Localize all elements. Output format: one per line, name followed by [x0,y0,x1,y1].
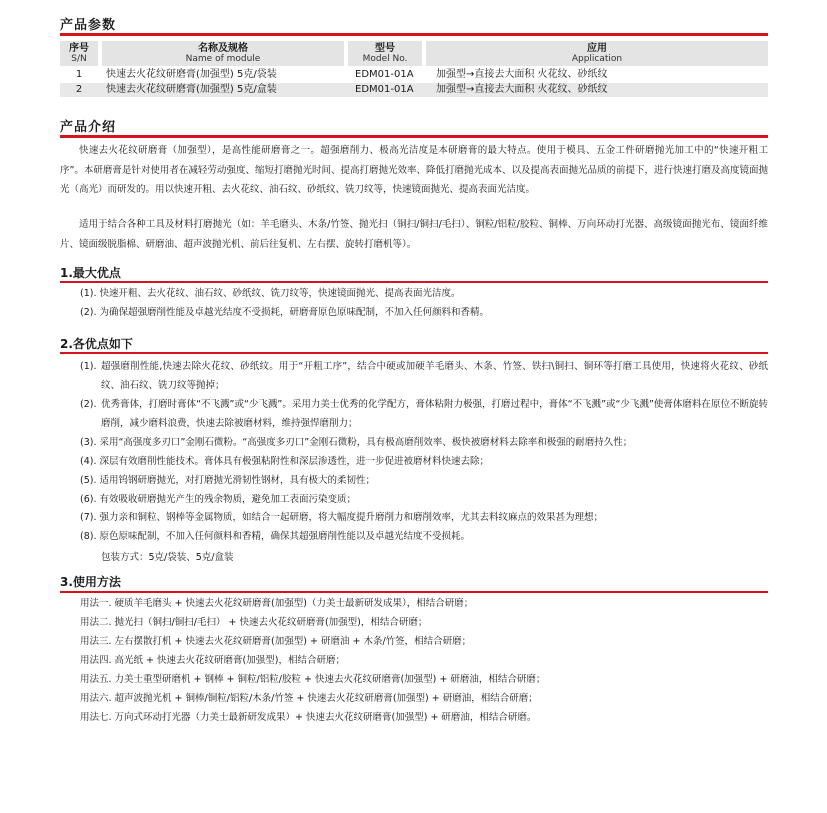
header-model-en: Model No. [362,54,408,64]
row-application: 加强型→直接去大面积 火花纹、砂纸纹 [436,69,608,80]
list-item [80,357,768,395]
usage-divider [60,591,768,593]
list-item: 用法五. 力美士重型研磨机 + 钢棒 + 铜粒/铝粒/胶粒 + 快速去火花纹研磨膏(加强型) + 研磨油，相结合研磨； [80,674,546,685]
intro-divider [60,135,768,138]
row-sn: 1 [75,69,83,80]
list-item [80,527,470,546]
header-sn-en: S/N [71,54,87,64]
row-application: 加强型→直接去大面积 火花纹、砂纸纹 [436,84,608,95]
header-model [348,41,422,66]
intro-paragraph-1: 快速去火花纹研磨膏（加强型），是高性能研磨膏之一。超强磨削力、极高光洁度是本研磨膏的最大特点。使用于模具、五金工件研磨抛光加工中的“快速开粗工序”。本研磨膏是针对使用者在减轻劳动强度、缩短打磨抛光时间、提高打磨抛光效率、降低打磨抛光成本、以及提高表面抛光品质的前提下，进行快速打磨及高度镜面抛光（高光）而研发的。用以快速开粗、去火花纹、油石纹、砂纸纹、铣刀纹等，快速镜面抛光、提高表面光洁度。 [60,145,768,195]
item-text: 强力亲和铜粒、钢棒等金属物质，如结合一起研磨，将大幅度提升磨削力和磨削效率，尤其去料纹麻点的效果甚为理想； [99,512,604,523]
packaging-info: 包装方式：5克/袋装、5克/盒装 [101,552,234,563]
list-item [80,452,489,471]
header-app-en: Application [571,54,623,64]
header-sn [60,41,98,66]
header-sn-zh: 序号 [69,43,89,54]
item-number: (1). [80,361,97,372]
list-item: (2). 为确保超强磨削性能及卓越光结度不受损耗，研磨膏原色原味配制，不加入任何颜料和香精。 [80,307,489,318]
item-number: (6). [80,494,97,505]
list-item: 用法四. 高光纸 + 快速去火花纹研磨膏(加强型)，相结合研磨； [80,655,345,666]
item-number: (3). [80,437,97,448]
details-title: 2.各优点如下 [60,337,133,351]
item-text: 原色原味配制，不加入任何颜料和香精，确保其超强磨削性能以及卓越光结度不受损耗。 [99,531,471,542]
list-item: 用法七. 万向式环动打光器（力美士最新研发成果）+ 快速去火花纹研磨膏(加强型) + 研磨油，相结合研磨。 [80,712,537,723]
item-number: (4). [80,456,97,467]
item-text: 优秀膏体，打磨时膏体“不飞溅”或“少飞溅”。采用力美士优秀的化学配方，膏体粘附力极强，打磨过程中，膏体“不飞溅”或“少飞溅”使膏体磨料在原位不断旋转磨削，减少磨料浪费，快速去除被磨材料，维持强悍磨削力； [101,399,768,429]
item-text: 有效吸收研磨抛光产生的残余物质，避免加工表面污染变质； [99,494,357,505]
item-number: (8). [80,531,97,542]
list-item [80,471,375,490]
item-text: 超强磨削性能,快速去除火花纹、砂纸纹。用于“开粗工序”，结合中硬或加硬羊毛磨头、木条、竹签、铁扫\铜扫、铜环等打磨工具使用，快速将火花纹、砂纸纹、油石纹、铣刀纹等抛掉； [101,361,768,391]
header-app-zh: 应用 [587,43,607,54]
details-divider [60,352,768,354]
list-item: 用法六. 超声波抛光机 + 铜棒/铜粒/铝粒/木条/竹签 + 快速去火花纹研磨膏(加强型) + 研磨油，相结合研磨； [80,693,538,704]
header-name [102,41,344,66]
list-item: 用法二. 抛光扫（铜扫/铜扫/毛扫） + 快速去火花纹研磨膏(加强型)，相结合研磨； [80,617,428,628]
table-row [60,83,768,97]
row-name: 快速去火花纹研磨膏(加强型) 5克/盒装 [106,84,277,95]
list-item [80,508,603,527]
list-item [80,433,632,452]
usage-title: 3.使用方法 [60,575,121,589]
row-sn: 2 [75,84,83,95]
params-divider [60,33,768,36]
header-name-zh: 名称及规格 [198,43,248,54]
item-number: (2). [80,399,97,410]
row-name: 快速去火花纹研磨膏(加强型) 5克/袋装 [106,69,277,80]
intro-paragraph-2: 适用于结合各种工具及材料打磨抛光（如：羊毛磨头、木条/竹签、抛光扫（铜扫/铜扫/毛扫）、铜粒/铝粒/胶粒、铜棒、万向环动打光器、高级镜面抛光布、镜面纤维片、镜面级脱脂棉、研磨油、超声波抛光机、前后往复机、左右摆、旋转打磨机等）。 [60,219,768,250]
list-item: 用法三. 左右摆散打机 + 快速去火花纹研磨膏(加强型) + 研磨油 + 木条/竹签，相结合研磨； [80,636,472,647]
row-model: EDM01-01A [355,69,414,80]
header-name-en: Name of module [185,54,261,64]
intro-title: 产品介绍 [60,120,117,135]
item-number: (5). [80,475,97,486]
advantages-title: 1.最大优点 [60,266,121,280]
item-number: (7). [80,512,97,523]
header-application [426,41,768,66]
list-item [80,395,768,433]
params-table-header [60,41,768,66]
item-text: 深层有效磨削性能技术。膏体具有极强粘附性和深层渗透性，进一步促进被磨材料快速去除； [99,456,490,467]
advantages-divider [60,281,768,283]
list-item: 用法一. 硬质羊毛磨头 + 快速去火花纹研磨膏(加强型)（力美士最新研发成果），相结合研磨； [80,598,474,609]
list-item: (1). 快速开粗、去火花纹、油石纹、砂纸纹、铣刀纹等，快速镜面抛光、提高表面光洁度。 [80,288,461,299]
item-text: 适用钨钢研磨抛光，对打磨抛光滑韧性钢材，具有极大的柔韧性； [99,475,376,486]
params-title: 产品参数 [60,18,117,33]
list-item [80,490,356,509]
item-text: 采用“高强度多刃口”金刚石微粉。“高强度多刃口”金刚石微粉，具有极高磨削效率、极快被磨材料去除率和极强的耐磨持久性； [99,437,633,448]
header-model-zh: 型号 [375,43,395,54]
table-row [60,68,768,82]
row-model: EDM01-01A [355,84,414,95]
